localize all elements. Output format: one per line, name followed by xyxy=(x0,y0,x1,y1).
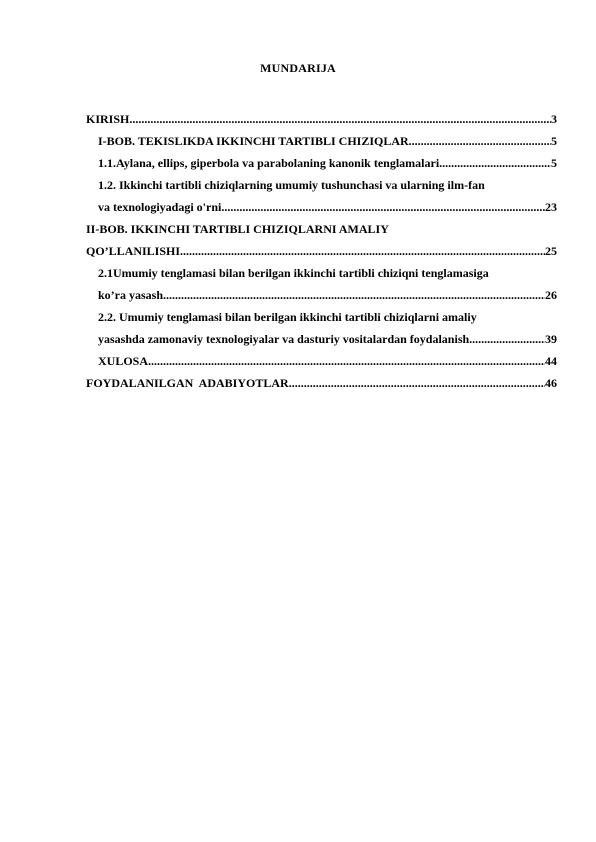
toc-entry-page: 39 xyxy=(545,332,557,346)
toc-entry-section-1-2-line-2 xyxy=(86,196,557,218)
toc-entry-text: va texnologiyadagi o'rni xyxy=(98,200,222,214)
toc-entry-text: 1.1.Aylana, ellips, giperbola va parabolaning kanonik tenglamalari xyxy=(98,156,440,170)
toc-entry-text: QO’LLANILISHI xyxy=(86,244,181,258)
toc-entry-page: 3 xyxy=(551,112,557,126)
toc-entry-text: ko’ra yasash xyxy=(98,288,164,302)
toc-entry-section-2-2-line-1 xyxy=(86,306,557,328)
dot-leader xyxy=(129,108,551,130)
dot-leader xyxy=(148,350,545,372)
toc-entry-section-1-2-line-1 xyxy=(86,174,557,196)
dot-leader xyxy=(439,152,551,174)
toc-entry-page: 23 xyxy=(545,200,557,214)
toc-entry-text: 1.2. Ikkinchi tartibli chiziqlarning umumiy tushunchasi va ularning ilm-fan xyxy=(98,178,485,192)
toc-entry-text: yasashda zamonaviy texnologiyalar va dasturiy vositalardan foydalanish. xyxy=(98,332,473,346)
toc-entry-page: 44 xyxy=(545,354,557,368)
toc-entry-section-1-1 xyxy=(86,152,557,174)
toc-entry-section-2-2-line-2 xyxy=(86,328,557,350)
toc-entry-xulosa xyxy=(86,350,557,372)
toc-entry-chapter-2-line-1 xyxy=(86,218,557,240)
toc-entry-page: 25 xyxy=(545,244,557,258)
dot-leader xyxy=(221,196,545,218)
dot-leader xyxy=(163,284,545,306)
toc-entry-section-2-1-line-2 xyxy=(86,284,557,306)
toc-entry-references xyxy=(86,372,557,394)
toc-entry-text: 2.1Umumiy tenglamasi bilan berilgan ikkinchi tartibli chiziqni tenglamasiga xyxy=(98,266,489,280)
table-of-contents xyxy=(86,108,557,394)
toc-entry-page: 5 xyxy=(551,156,557,170)
toc-entry-section-2-1-line-1 xyxy=(86,262,557,284)
toc-entry-text: II-BOB. IKKINCHI TARTIBLI CHIZIQLARNI AMALIY xyxy=(86,222,389,236)
toc-entry-page: 5 xyxy=(551,134,557,148)
toc-entry-text: 2.2. Umumiy tenglamasi bilan berilgan ikkinchi tartibli chiziqlarni amaliy xyxy=(98,310,477,324)
toc-entry-text: I-BOB. TEKISLIKDA IKKINCHI TARTIBLI CHIZIQLAR xyxy=(98,134,409,148)
toc-entry-chapter-2-line-2 xyxy=(86,240,557,262)
toc-entry-text: FOYDALANILGAN ADABIYOTLAR xyxy=(86,376,289,390)
dot-leader xyxy=(180,240,545,262)
dot-leader xyxy=(472,328,545,350)
toc-entry-page: 26 xyxy=(545,288,557,302)
toc-entry-text: XULOSA xyxy=(98,354,149,368)
toc-entry-chapter-1 xyxy=(86,130,557,152)
toc-entry-text: KIRISH xyxy=(86,112,130,126)
toc-entry-kirish xyxy=(86,108,557,130)
dot-leader xyxy=(289,372,545,394)
page-title: MUNDARIJA xyxy=(260,61,336,75)
dot-leader xyxy=(409,130,551,152)
toc-entry-page: 46 xyxy=(545,376,557,390)
